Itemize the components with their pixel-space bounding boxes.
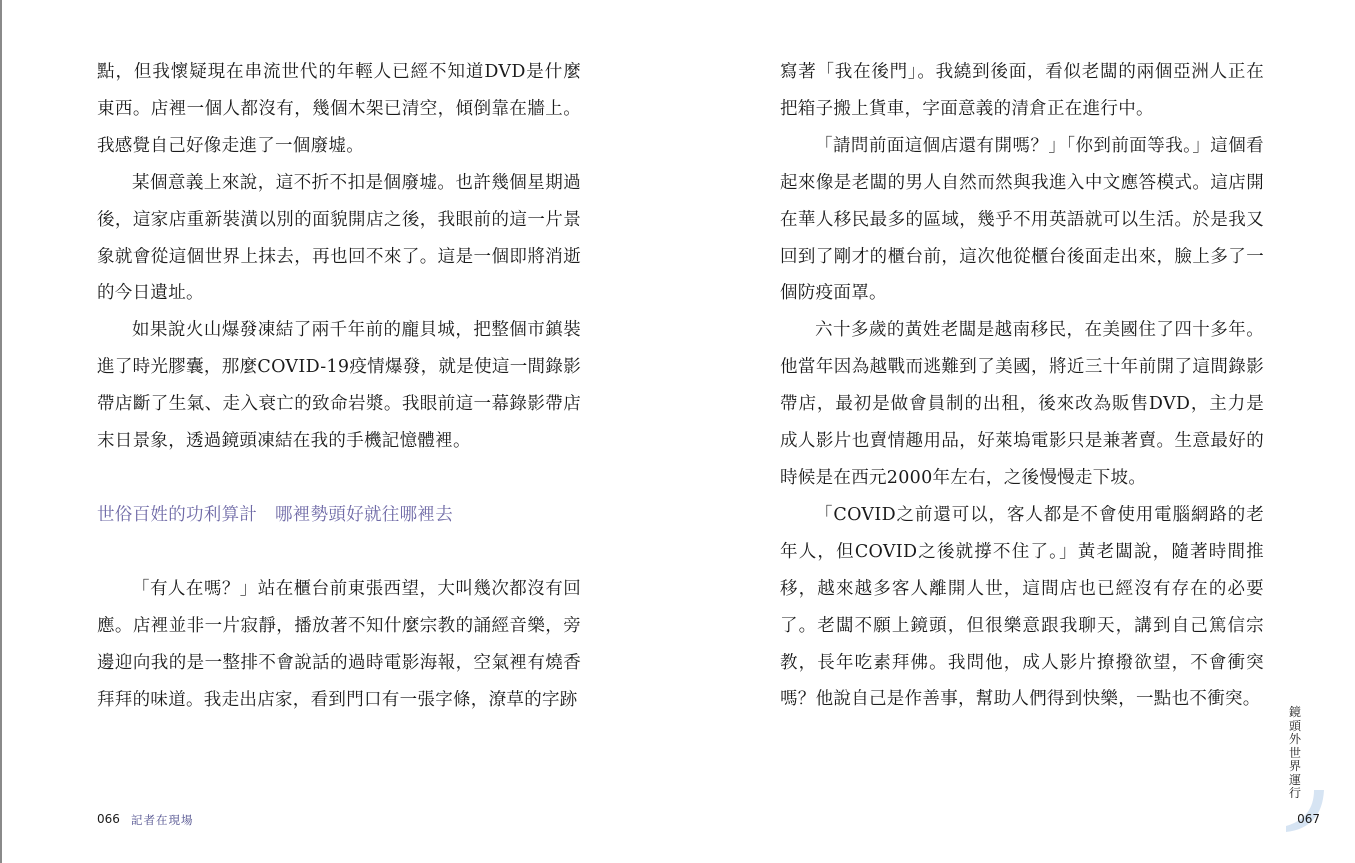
page-number-right: 067 xyxy=(1297,812,1320,826)
decorative-arc xyxy=(1278,788,1326,834)
running-section-title: 記者在現場 xyxy=(131,813,194,827)
page-number-left: 066 xyxy=(97,812,120,826)
paragraph: 點，但我懷疑現在串流世代的年輕人已經不知道DVD是什麼東西。店裡一個人都沒有，幾個木架已清空，傾倒靠在牆上。我感覺自己好像走進了一個廢墟。 xyxy=(97,62,581,156)
paragraph: 六十多歲的黃姓老闆是越南移民，在美國住了四十多年。他當年因為越戰而逃難到了美國，將近三十年前開了這間錄影帶店，最初是做會員制的出租，後來改為販售DVD，主力是成人影片也賣情趣用品，好萊塢電影只是兼著賣。生意最好的時候是在西元2000年左右，之後慢慢走下坡。 xyxy=(780,320,1264,488)
paragraph: 某個意義上來說，這不折不扣是個廢墟。也許幾個星期過後，這家店重新裝潢以別的面貌開店之後，我眼前的這一片景象就會從這個世界上抹去，再也回不來了。這是一個即將消逝的今日遺址。 xyxy=(97,172,581,304)
book-spine-edge xyxy=(0,0,2,863)
paragraph: 寫著「我在後門」。我繞到後面，看似老闆的兩個亞洲人正在把箱子搬上貨車，字面意義的清倉正在進行中。 xyxy=(780,62,1264,119)
right-page xyxy=(780,54,1264,718)
section-subheading: 世俗百姓的功利算計 哪裡勢頭好就往哪裡去 xyxy=(97,504,453,525)
vertical-chapter-title: 鏡頭外世界運行 xyxy=(1288,705,1301,800)
paragraph: 如果說火山爆發凍結了兩千年前的龐貝城，把整個市鎮裝進了時光膠囊，那麼COVID-19疫情爆發，就是使這一間錄影帶店斷了生氣、走入衰亡的致命岩漿。我眼前這一幕錄影帶店末日景象，透過鏡頭凍結在我的手機記憶體裡。 xyxy=(97,320,581,452)
paragraph: 「有人在嗎？」站在櫃台前東張西望，大叫幾次都沒有回應。店裡並非一片寂靜，播放著不知什麼宗教的誦經音樂，旁邊迎向我的是一整排不會說話的過時電影海報，空氣裡有燒香拜拜的味道。我走出店家，看到門口有一張字條，潦草的字跡 xyxy=(97,578,581,710)
paragraph: 「COVID之前還可以，客人都是不會使用電腦網路的老年人，但COVID之後就撐不住了。」黃老闆說，隨著時間推移，越來越多客人離開人世，這間店也已經沒有存在的必要了。老闆不願上鏡頭，但很樂意跟我聊天，講到自己篤信宗教，長年吃素拜佛。我問他，成人影片撩撥欲望，不會衝突嗎？他說自己是作善事，幫助人們得到快樂，一點也不衝突。 xyxy=(780,504,1264,710)
paragraph: 「請問前面這個店還有開嗎？」「你到前面等我。」這個看起來像是老闆的男人自然而然與我進入中文應答模式。這店開在華人移民最多的區域，幾乎不用英語就可以生活。於是我又回到了剛才的櫃台前，這次他從櫃台後面走出來，臉上多了一個防疫面罩。 xyxy=(780,135,1264,304)
left-page xyxy=(97,54,581,719)
